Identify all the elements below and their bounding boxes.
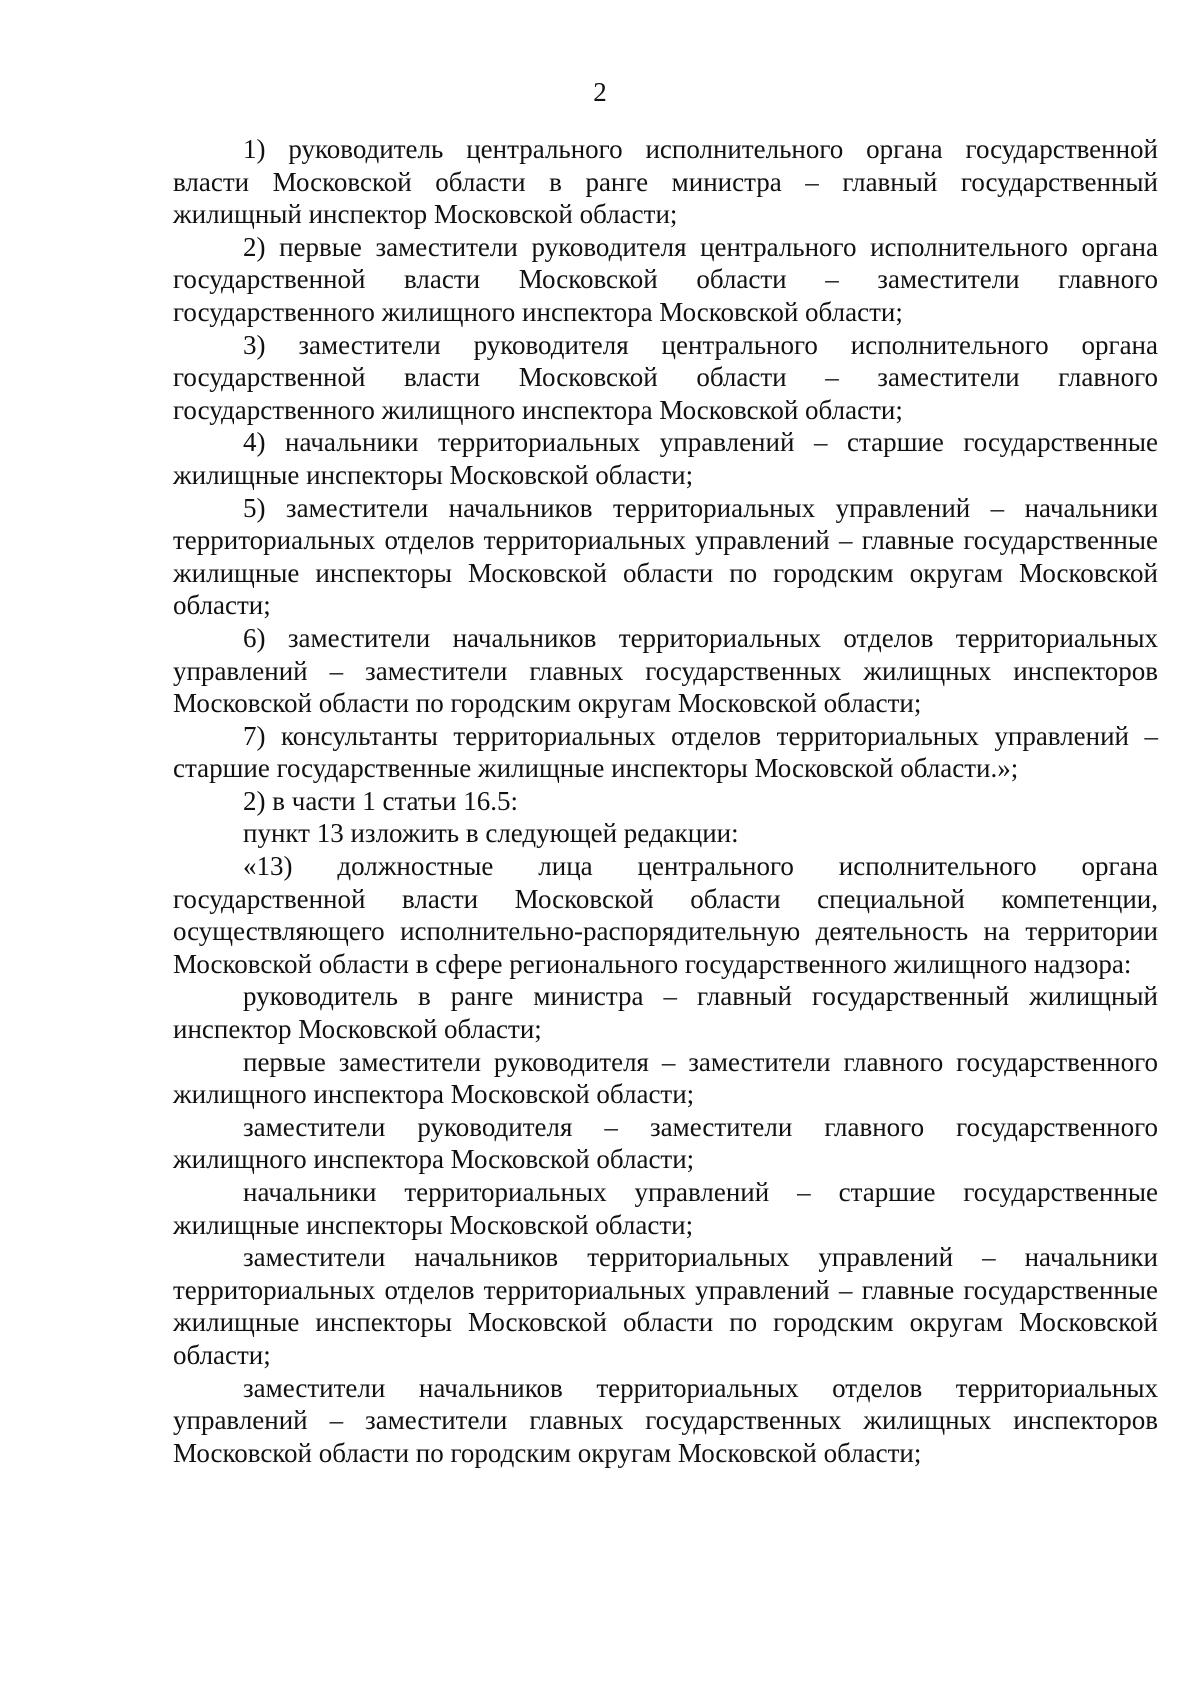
paragraph: заместители начальников территориальных управлений – начальники территориальных отделов территориальных управлений – главные государственные жилищные инспекторы Московской области по городским округам Московской области; bbox=[173, 1242, 1158, 1370]
paragraph: руководитель в ранге министра – главный государственный жилищный инспектор Московской области; bbox=[173, 981, 1158, 1045]
paragraph: 2) первые заместители руководителя центрального исполнительного органа государственной власти Московской области – заместители главного государственного жилищного инспектора Московской области; bbox=[173, 231, 1158, 327]
paragraph: 3) заместители руководителя центрального исполнительного органа государственной власти Московской области – заместители главного государственного жилищного инспектора Московской области; bbox=[173, 329, 1158, 425]
document-body bbox=[173, 133, 1158, 1469]
paragraph: 5) заместители начальников территориальных управлений – начальники территориальных отделов территориальных управлений – главные государственные жилищные инспекторы Московской области по городским округам Московской области; bbox=[173, 492, 1158, 621]
paragraph: пункт 13 изложить в следующей редакции: bbox=[243, 818, 739, 849]
page-number: 2 bbox=[593, 77, 607, 107]
paragraph: 4) начальники территориальных управлений – старшие государственные жилищные инспекторы Московской области; bbox=[173, 427, 1158, 490]
paragraph: первые заместители руководителя – заместители главного государственного жилищного инспектора Московской области; bbox=[173, 1046, 1158, 1110]
paragraph: 7) консультанты территориальных отделов территориальных управлений – старшие государственные жилищные инспекторы Московской области.»; bbox=[173, 720, 1158, 784]
paragraph: заместители начальников территориальных отделов территориальных управлений – заместители главных государственных жилищных инспекторов Московской области по городским округам Московской области; bbox=[173, 1372, 1158, 1468]
paragraph: начальники территориальных управлений – старшие государственные жилищные инспекторы Московской области; bbox=[173, 1177, 1158, 1240]
paragraph: 1) руководитель центрального исполнительного органа государственной власти Московской области в ранге министра – главный государственный жилищный инспектор Московской области; bbox=[173, 134, 1158, 230]
paragraph: заместители руководителя – заместители главного государственного жилищного инспектора Московской области; bbox=[173, 1111, 1158, 1175]
paragraph: «13) должностные лица центрального исполнительного органа государственной власти Московской области специальной компетенции, осуществляющего исполнительно-распорядительную деятельность на территории Московской области в сфере регионального государственного жилищного надзора: bbox=[173, 851, 1158, 979]
paragraph: 2) в части 1 статьи 16.5: bbox=[243, 785, 518, 816]
paragraph: 6) заместители начальников территориальных отделов территориальных управлений – заместители главных государственных жилищных инспекторов Московской области по городским округам Московской области; bbox=[173, 622, 1158, 719]
